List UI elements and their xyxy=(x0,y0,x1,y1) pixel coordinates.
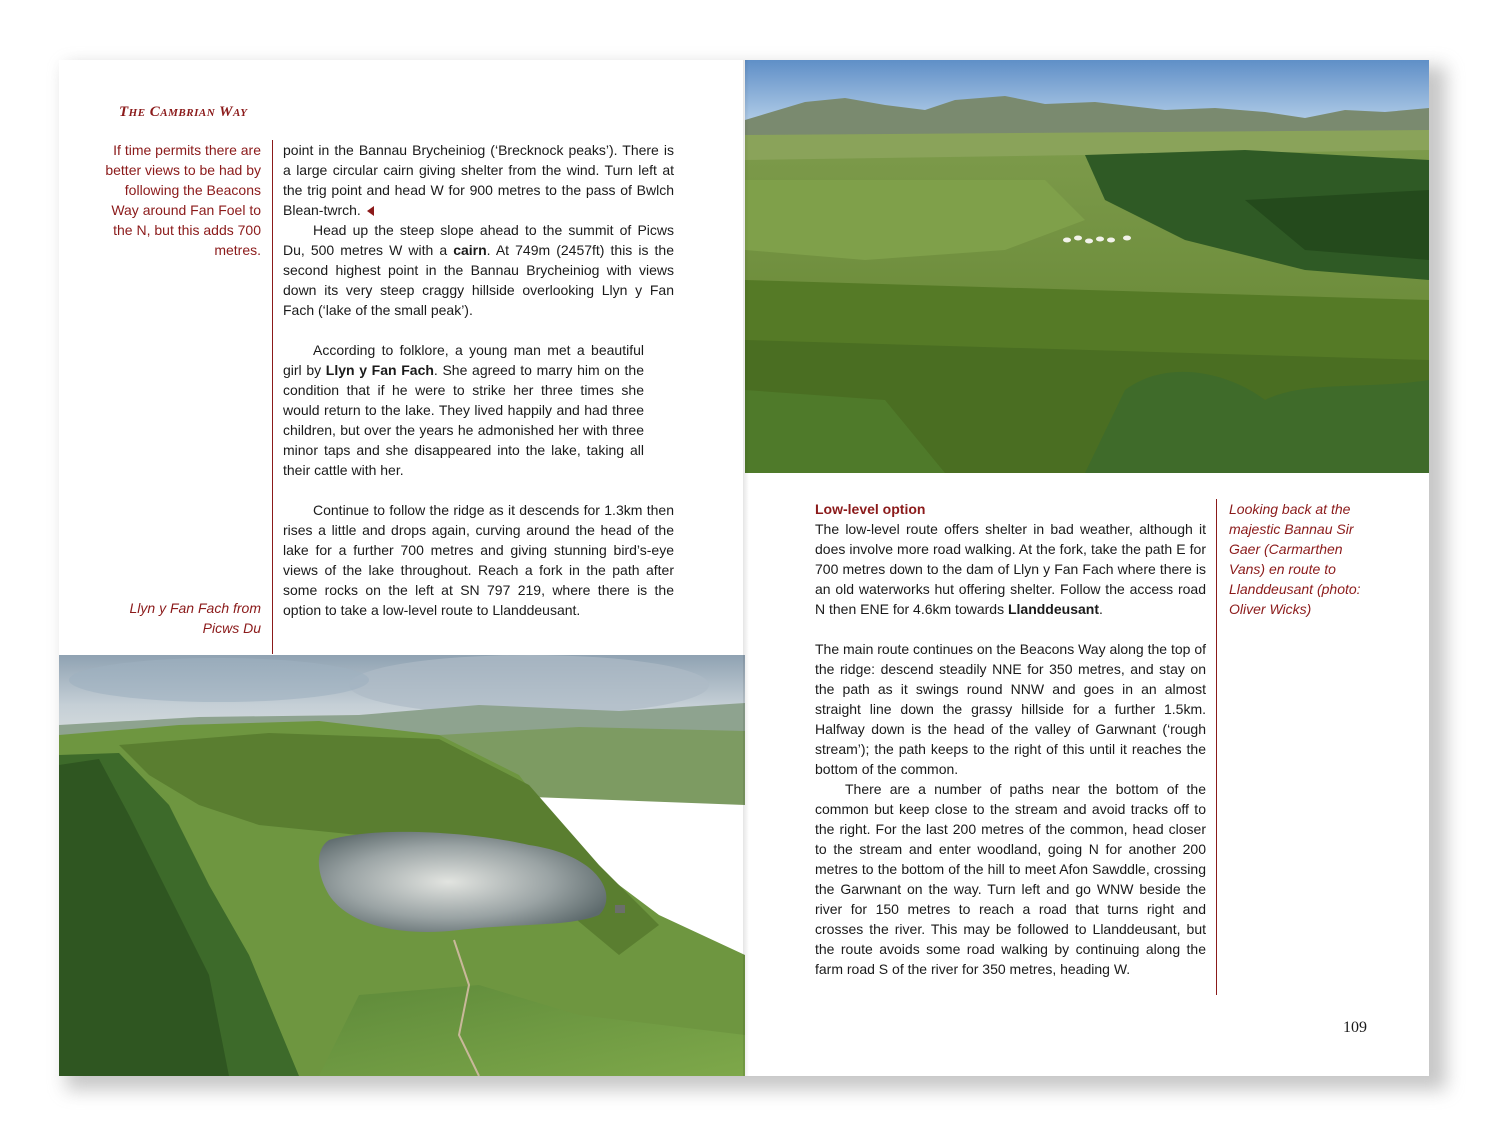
paragraph-text: . At 749m (2457ft) this is the second highest point in the Bannau Brycheiniog with views down its very steep craggy hillside overlooking Llyn y Fan Fach (‘lake of the small peak’). xyxy=(283,242,675,318)
valley-photo xyxy=(745,60,1429,473)
section-heading: Low-level option xyxy=(815,501,926,517)
right-page xyxy=(745,60,1429,1076)
paragraph-text: . xyxy=(1098,601,1103,617)
box-text: . She agreed to marry him on the condition that if he were to strike her three times she would return to the lake. They lived happily and had three children, but over the years he admonished her with three minor taps and she disappeared into the lake, taking all their cattle with her. xyxy=(283,362,644,478)
paragraph-text: point in the Bannau Brycheiniog (‘Brecknock peaks’). There is a large circular cairn giving shelter from the wind. Turn left at the trig point and head W for 900 metres to the pass of Bwlch Blean-twrch. xyxy=(283,142,674,218)
paragraph: The main route continues on the Beacons Way along the top of the ridge: descend steadily NNE for 350 metres, and stay on the path as it swings round NNW and goes in an almost straight line down the grassy hillside for a further 1.5km. Halfway down is the head of the valley of Garwnant (‘rough stream’); the path keeps to the right of this until it reaches the bottom of the common. xyxy=(815,641,1206,777)
margin-rule xyxy=(272,140,273,654)
folklore-box xyxy=(283,340,644,480)
photo-caption: Looking back at the majestic Bannau Sir Gaer (Carmarthen Vans) en route to Llanddeusant (photo: Oliver Wicks) xyxy=(1229,501,1361,617)
photo-caption: Llyn y Fan Fach from Picws Du xyxy=(129,600,261,636)
margin-note: If time permits there are better views to be had by following the Beacons Way around Fan Foel to the N, but this adds 700 metres. xyxy=(105,142,261,258)
return-arrow-icon xyxy=(367,206,374,216)
bold-term: Llanddeusant xyxy=(1007,601,1099,617)
box-text: According to folklore, a young man met a beautiful girl by xyxy=(283,342,644,378)
paragraph-text: The low-level route offers shelter in bad weather, although it does involve more road walking. At the fork, take the path E for 700 metres down to the dam of Llyn y Fan Fach where there is an old waterworks hut offering shelter. Follow the access road N then ENE for 4.6km towards xyxy=(815,521,1206,617)
bold-term: Llyn y Fan Fach xyxy=(325,362,434,378)
left-body-text xyxy=(283,140,674,620)
bold-term: cairn xyxy=(453,242,487,258)
running-head: The Cambrian Way xyxy=(119,104,248,120)
paragraph: Continue to follow the ridge as it descends for 1.3km then rises a little and drops again, curving around the head of the lake for a further 700 metres and giving stunning bird’s-eye views of the lake throughout. Reach a fork in the path after some rocks on the left at SN 797 219, where there is the option to take a low-level route to Llanddeusant. xyxy=(283,502,674,618)
paragraph-text: Head up the steep slope ahead to the summit of Picws Du, 500 metres W with a xyxy=(283,222,674,258)
book-gutter xyxy=(743,60,749,1076)
left-page xyxy=(59,60,745,1076)
lake-photo xyxy=(59,655,745,1076)
paragraph: There are a number of paths near the bottom of the common but keep close to the stream and avoid tracks off to the right. For the last 200 metres of the common, head closer to the stream and enter woodland, going N for another 200 metres to the bottom of the hill to meet Afon Sawddle, crossing the Garwnant on the way. Turn left and go WNW beside the river for 150 metres to reach a road that turns right and crosses the river. This may be followed to Llanddeusant, but the route avoids some road walking by continuing along the farm road S of the river for 350 metres, heading W. xyxy=(815,781,1206,977)
paragraph xyxy=(815,519,1206,619)
paragraph xyxy=(283,140,674,220)
right-body-text xyxy=(815,499,1206,979)
paragraph xyxy=(283,220,674,320)
page-number: 109 xyxy=(1343,1019,1367,1036)
margin-rule xyxy=(1216,499,1217,995)
